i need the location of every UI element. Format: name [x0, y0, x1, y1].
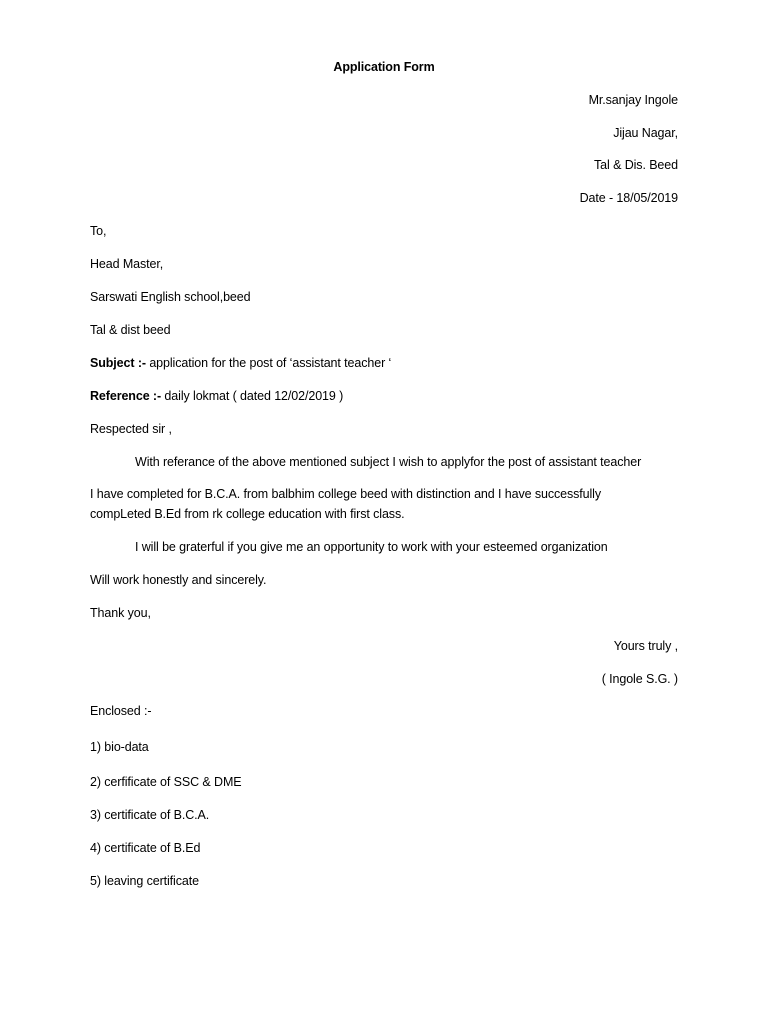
body-paragraph-2: I have completed for B.C.A. from balbhim college beed with distinction and I have successfully compLeted B.Ed from rk college education with first class. [90, 487, 602, 521]
thanks-line: Thank you, [90, 606, 151, 620]
signature-name: ( Ingole S.G. ) [601, 672, 678, 686]
recipient-location: Tal & dist beed [90, 323, 171, 337]
subject-text: application for the post of ‘assistant teacher ‘ [145, 356, 392, 370]
salutation: Respected sir , [90, 422, 172, 436]
closing-yours-truly: Yours truly , [613, 639, 678, 653]
recipient-to: To, [90, 224, 107, 238]
subject-label: Subject :- [90, 356, 146, 370]
enclosure-item: 3) certificate of B.C.A. [90, 808, 210, 822]
enclosure-item: 2) cerfificate of SSC & DME [90, 775, 242, 789]
sender-name: Mr.sanjay Ingole [588, 93, 678, 107]
reference-label: Reference :- [90, 389, 162, 403]
enclosures-heading: Enclosed :- [90, 704, 152, 718]
body-paragraph-1: With referance of the above mentioned subject I wish to applyfor the post of assistant teacher [135, 455, 642, 469]
enclosure-item: 5) leaving certificate [90, 874, 199, 888]
reference-text: daily lokmat ( dated 12/02/2019 ) [161, 389, 344, 403]
enclosure-item: 1) bio-data [90, 740, 149, 754]
recipient-school: Sarswati English school,beed [90, 290, 251, 304]
reference-line [90, 388, 343, 404]
sender-address-line1: Jijau Nagar, [613, 126, 678, 140]
letter-date: Date - 18/05/2019 [579, 191, 678, 205]
body-paragraph-3: I will be graterful if you give me an opportunity to work with your esteemed organization [135, 540, 608, 554]
document-title: Application Form [333, 60, 435, 74]
sender-address-line2: Tal & Dis. Beed [594, 158, 678, 172]
enclosure-item: 4) certificate of B.Ed [90, 841, 201, 855]
subject-line [90, 355, 391, 371]
recipient-designation: Head Master, [90, 257, 164, 271]
body-paragraph-4: Will work honestly and sincerely. [90, 573, 267, 587]
